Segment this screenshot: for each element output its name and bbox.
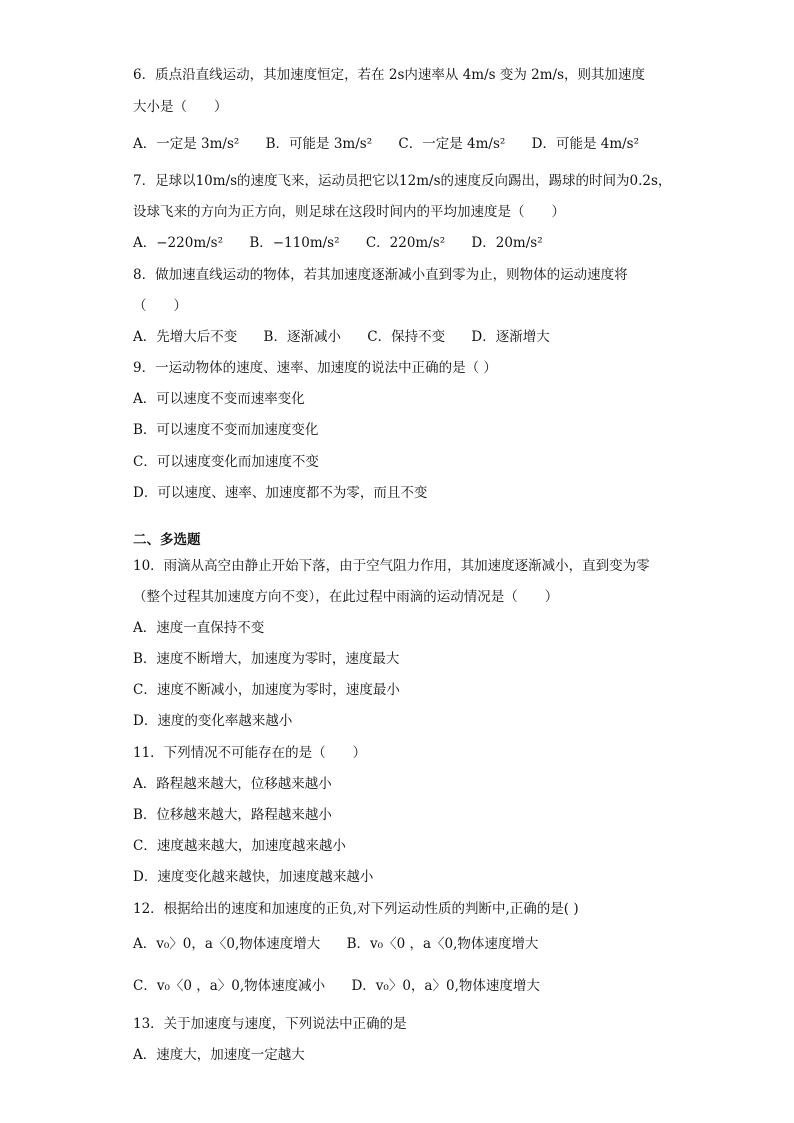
q6-options [133, 135, 661, 153]
q10-option-b: B．速度不断增大，加速度为零时，速度最大 [133, 651, 400, 667]
q6-option-a: A．一定是 3m/s² [133, 136, 240, 152]
q10-option-a: A．速度一直保持不变 [133, 620, 265, 636]
q8-option-c: C．保持不变 [367, 329, 446, 345]
q9-option-c: C．可以速度变化而加速度不变 [133, 454, 319, 470]
q12-option-a: A．v₀〉0，a〈0,物体速度增大 [133, 936, 321, 952]
q6-stem-line2: 大小是（ ） [133, 99, 228, 115]
section-title-multiple-choice: 二、多选题 [133, 532, 201, 548]
q9-stem: 9．一运动物体的速度、速率、加速度的说法中正确的是（ ） [133, 360, 497, 376]
q11-option-d: D．速度变化越来越快，加速度越来越小 [133, 869, 374, 885]
q8-option-a: A．先增大后不变 [133, 329, 238, 345]
q10-option-c: C．速度不断减小，加速度为零时，速度最小 [133, 682, 400, 698]
q7-option-d: D．20m/s² [471, 235, 543, 251]
q6-option-d: D．可能是 4m/s² [531, 136, 640, 152]
q9-option-b: B．可以速度不变而加速度变化 [133, 422, 319, 438]
q12-option-c: C．v₀〈0 ，a〉0,物体速度减小 [133, 978, 326, 994]
q8-option-b: B．逐渐减小 [263, 329, 341, 345]
q8-options [133, 328, 572, 346]
q6-option-c: C．一定是 4m/s² [398, 136, 506, 152]
q13-stem: 13．关于加速度与速度，下列说法中正确的是 [133, 1016, 407, 1032]
q9-option-d: D．可以速度、速率、加速度都不为零，而且不变 [133, 485, 428, 501]
q13-option-a: A．速度大，加速度一定越大 [133, 1047, 305, 1063]
q7-option-a: A．−220m/s² [133, 235, 224, 251]
q12-option-d: D．v₀〉0，a〉0,物体速度增大 [351, 978, 540, 994]
q8-option-d: D．逐渐增大 [471, 329, 550, 345]
q7-option-b: B．−110m/s² [249, 235, 340, 251]
q12-option-b: B．v₀〈0 ，a〈0,物体速度增大 [346, 936, 539, 952]
q11-option-b: B．位移越来越大，路程越来越小 [133, 807, 332, 823]
q10-option-d: D．速度的变化率越来越小 [133, 713, 293, 729]
q12-stem: 12．根据给出的速度和加速度的正负,对下列运动性质的判断中,正确的是( ) [133, 901, 579, 917]
q8-stem-line1: 8．做加速直线运动的物体，若其加速度逐渐减小直到零为止，则物体的运动速度将 [133, 267, 628, 283]
q11-option-a: A．路程越来越大，位移越来越小 [133, 776, 332, 792]
q7-option-c: C．220m/s² [365, 235, 446, 251]
q12-options-row1 [133, 935, 560, 953]
q8-stem-line2: （ ） [133, 298, 187, 314]
q6-stem-line1: 6．质点沿直线运动，其加速度恒定，若在 2s内速率从 4m/s 变为 2m/s，则其加速度 [133, 67, 646, 83]
q11-stem: 11．下列情况不可能存在的是（ ） [133, 745, 367, 761]
q12-options-row2 [133, 977, 562, 995]
q6-option-b: B．可能是 3m/s² [265, 136, 373, 152]
q9-option-a: A．可以速度不变而速率变化 [133, 391, 305, 407]
q7-options [133, 234, 565, 252]
q7-stem-line2: 设球飞来的方向为正方向，则足球在这段时间内的平均加速度是（ ） [133, 204, 565, 220]
q10-stem-line2: （整个过程其加速度方向不变），在此过程中雨滴的运动情况是（ ） [133, 589, 559, 605]
q7-stem-line1: 7．足球以10m/s的速度飞来，运动员把它以12m/s的速度反向踢出，踢球的时间为0.2s， [133, 173, 672, 189]
q10-stem-line1: 10．雨滴从高空由静止开始下落，由于空气阻力作用，其加速度逐渐减小，直到变为零 [133, 558, 650, 574]
q11-option-c: C．速度越来越大，加速度越来越小 [133, 838, 346, 854]
